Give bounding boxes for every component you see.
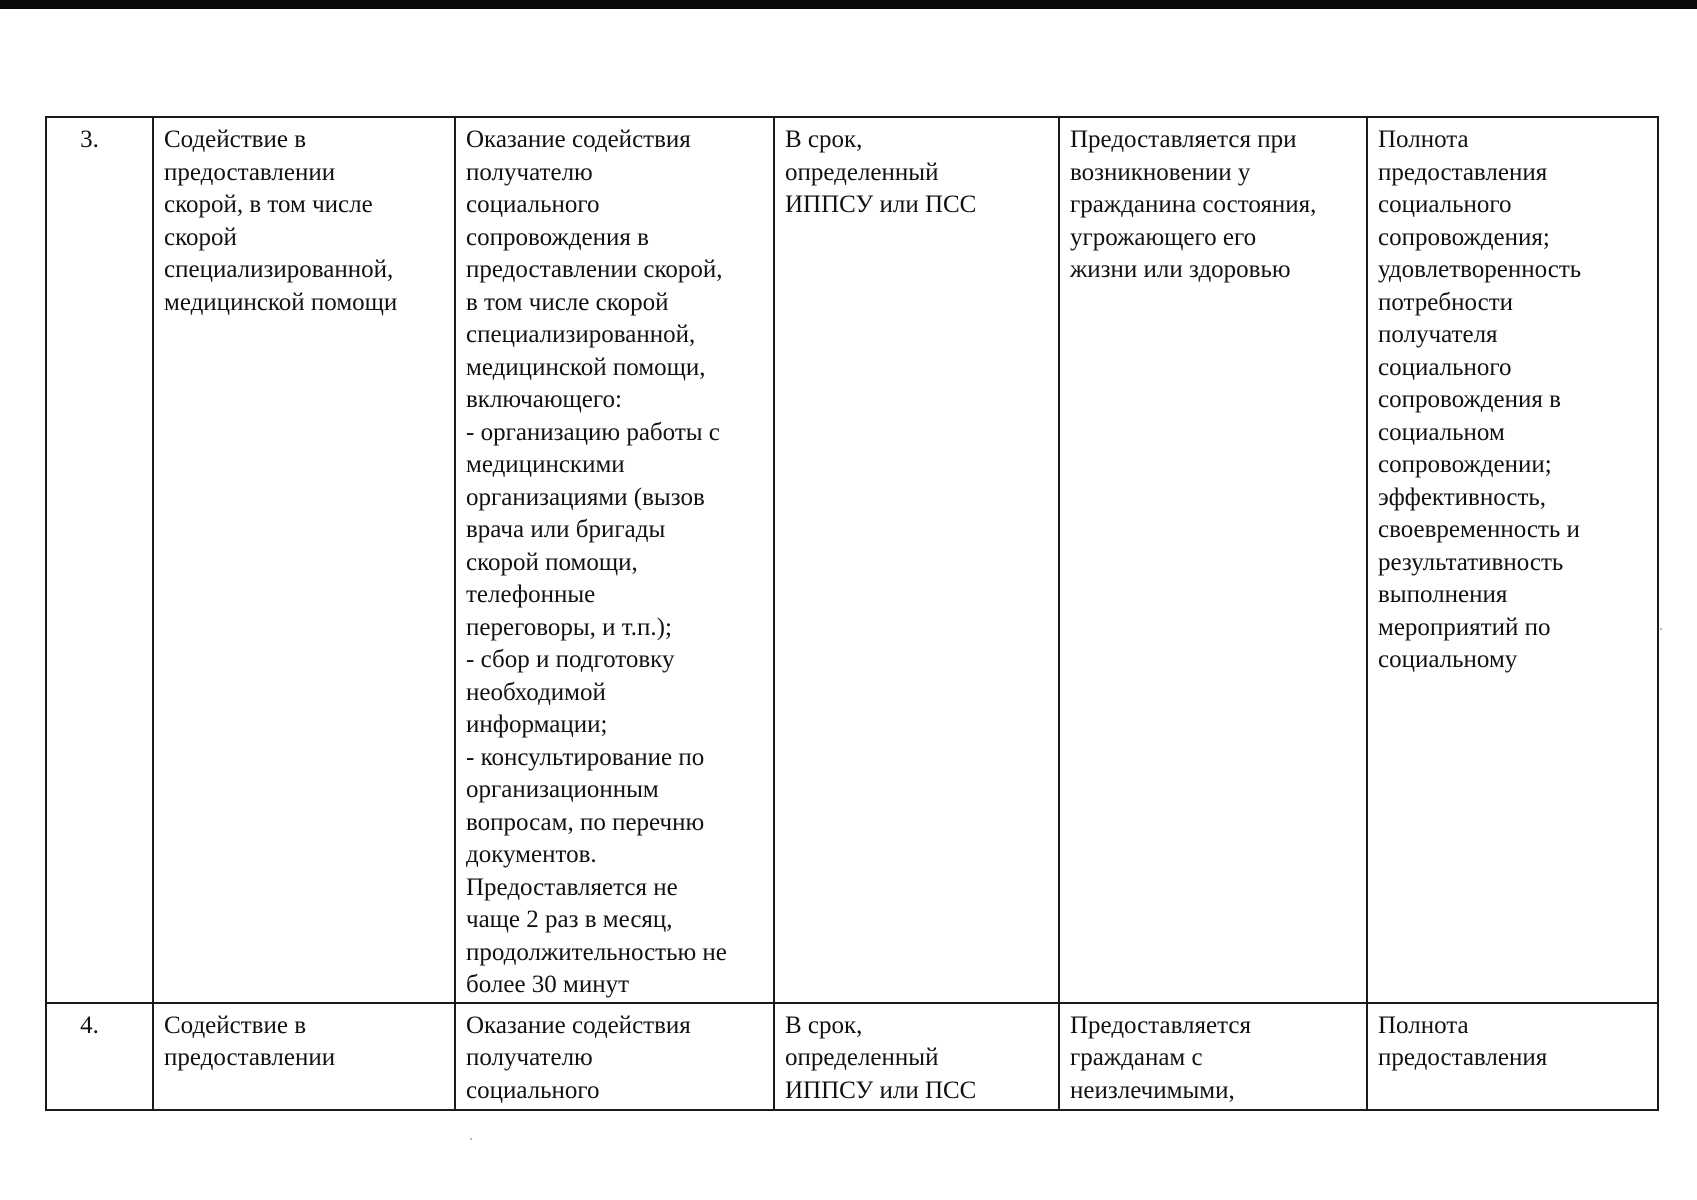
scan-speck [470,1138,472,1140]
service-name: Содействие в предоставлении [153,1003,455,1110]
table-row [46,1003,1658,1110]
service-conditions: Предоставляется при возникновении у гражданина состояния, угрожающего его жизни или здоровью [1059,117,1367,1003]
service-name: Содействие в предоставлении скорой, в том числе скорой специализированной, медицинской помощи [153,117,455,1003]
quality-criteria: Полнота предоставления социального сопровождения; удовлетворенность потребности получателя социального сопровождения в социальном сопровождении; эффективность, своевременность и результативность выполнения мероприятий по социальному [1367,117,1658,1003]
scan-top-border [0,0,1697,9]
service-conditions: Предоставляется гражданам с неизлечимыми, [1059,1003,1367,1110]
service-term: В срок, определенный ИППСУ или ПСС [774,117,1059,1003]
quality-criteria: Полнота предоставления [1367,1003,1658,1110]
table-row [46,117,1658,1003]
row-number: 4. [46,1003,153,1110]
services-table [45,116,1659,1111]
service-description: Оказание содействия получателю социального [455,1003,774,1110]
row-number: 3. [46,117,153,1003]
scan-speck [1660,628,1662,630]
service-description: Оказание содействия получателю социального сопровождения в предоставлении скорой, в том числе скорой специализированной, медицинской помощи, включающего: - организацию работы с медицинскими организациями (вызов врача или бригады скорой помощи, телефонные переговоры, и т.п.); - сбор и подготовку необходимой информации; - консультирование по организационным вопросам, по перечню документов. Предоставляется не чаще 2 раз в месяц, продолжительностью не более 30 минут [455,117,774,1003]
service-term: В срок, определенный ИППСУ или ПСС [774,1003,1059,1110]
